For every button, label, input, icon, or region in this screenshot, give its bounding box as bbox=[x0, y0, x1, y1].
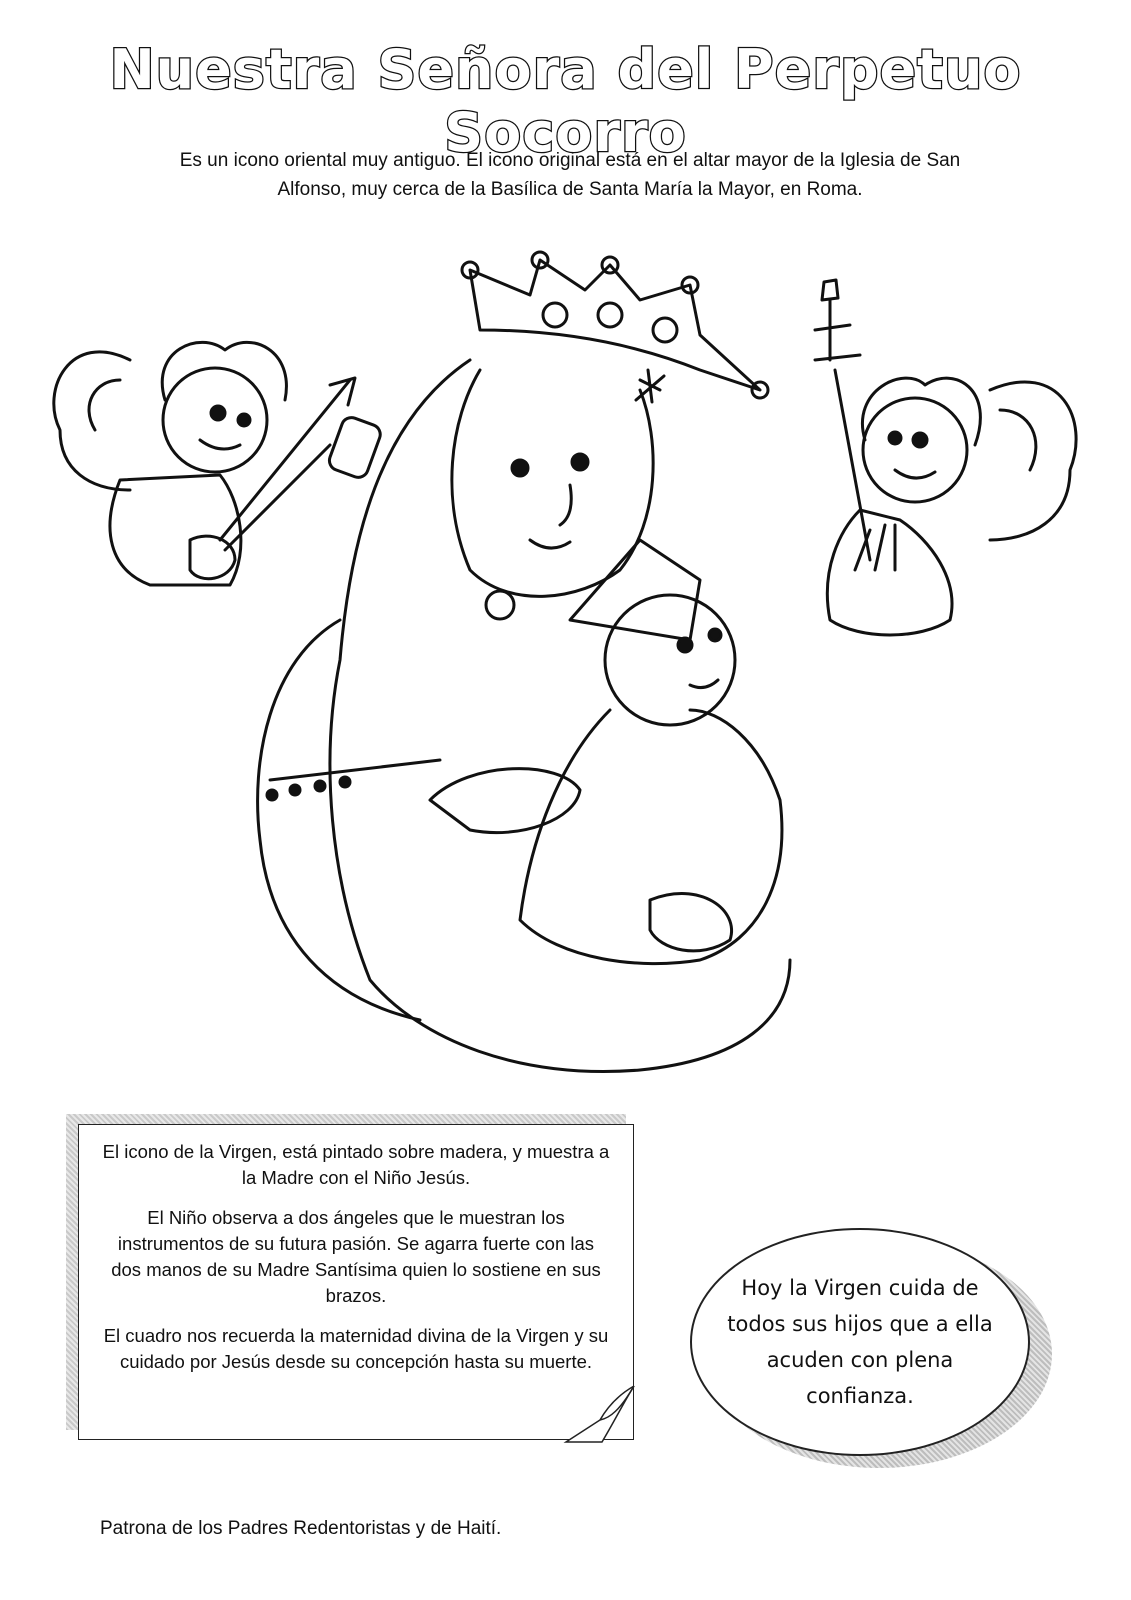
note-paragraph-1: El icono de la Virgen, está pintado sobre madera, y muestra a la Madre con el Niño Jesús. bbox=[102, 1141, 610, 1188]
page-title: Nuestra Señora del Perpetuo Socorro bbox=[109, 38, 1022, 164]
intro-line-2: Alfonso, muy cerca de la Basílica de Santa María la Mayor, en Roma. bbox=[277, 179, 863, 200]
coloring-illustration bbox=[0, 240, 1131, 1100]
right-angel bbox=[815, 280, 1076, 635]
intro-text bbox=[90, 146, 1050, 204]
note-paragraph-3: El cuadro nos recuerda la maternidad divina de la Virgen y su cuidado por Jesús desde su concepción hasta su muerte. bbox=[103, 1325, 609, 1372]
page-curl-icon bbox=[562, 1372, 642, 1444]
virgin-and-child bbox=[258, 252, 790, 1072]
note-paragraph-2: El Niño observa a dos ángeles que le muestran los instrumentos de su futura pasión. Se agarra fuerte con las dos manos de su Madre Santísima quien lo sostiene en sus brazos. bbox=[111, 1207, 601, 1306]
message-bubble bbox=[690, 1228, 1030, 1456]
left-angel bbox=[54, 342, 383, 585]
bubble-text: Hoy la Virgen cuida de todos sus hijos que a ella acuden con plena confianza. bbox=[727, 1276, 993, 1408]
info-note bbox=[78, 1124, 634, 1440]
intro-line-1: Es un icono oriental muy antiguo. El icono original está en el altar mayor de la Iglesia de San bbox=[179, 150, 961, 171]
footer-text: Patrona de los Padres Redentoristas y de Haití. bbox=[100, 1518, 502, 1539]
